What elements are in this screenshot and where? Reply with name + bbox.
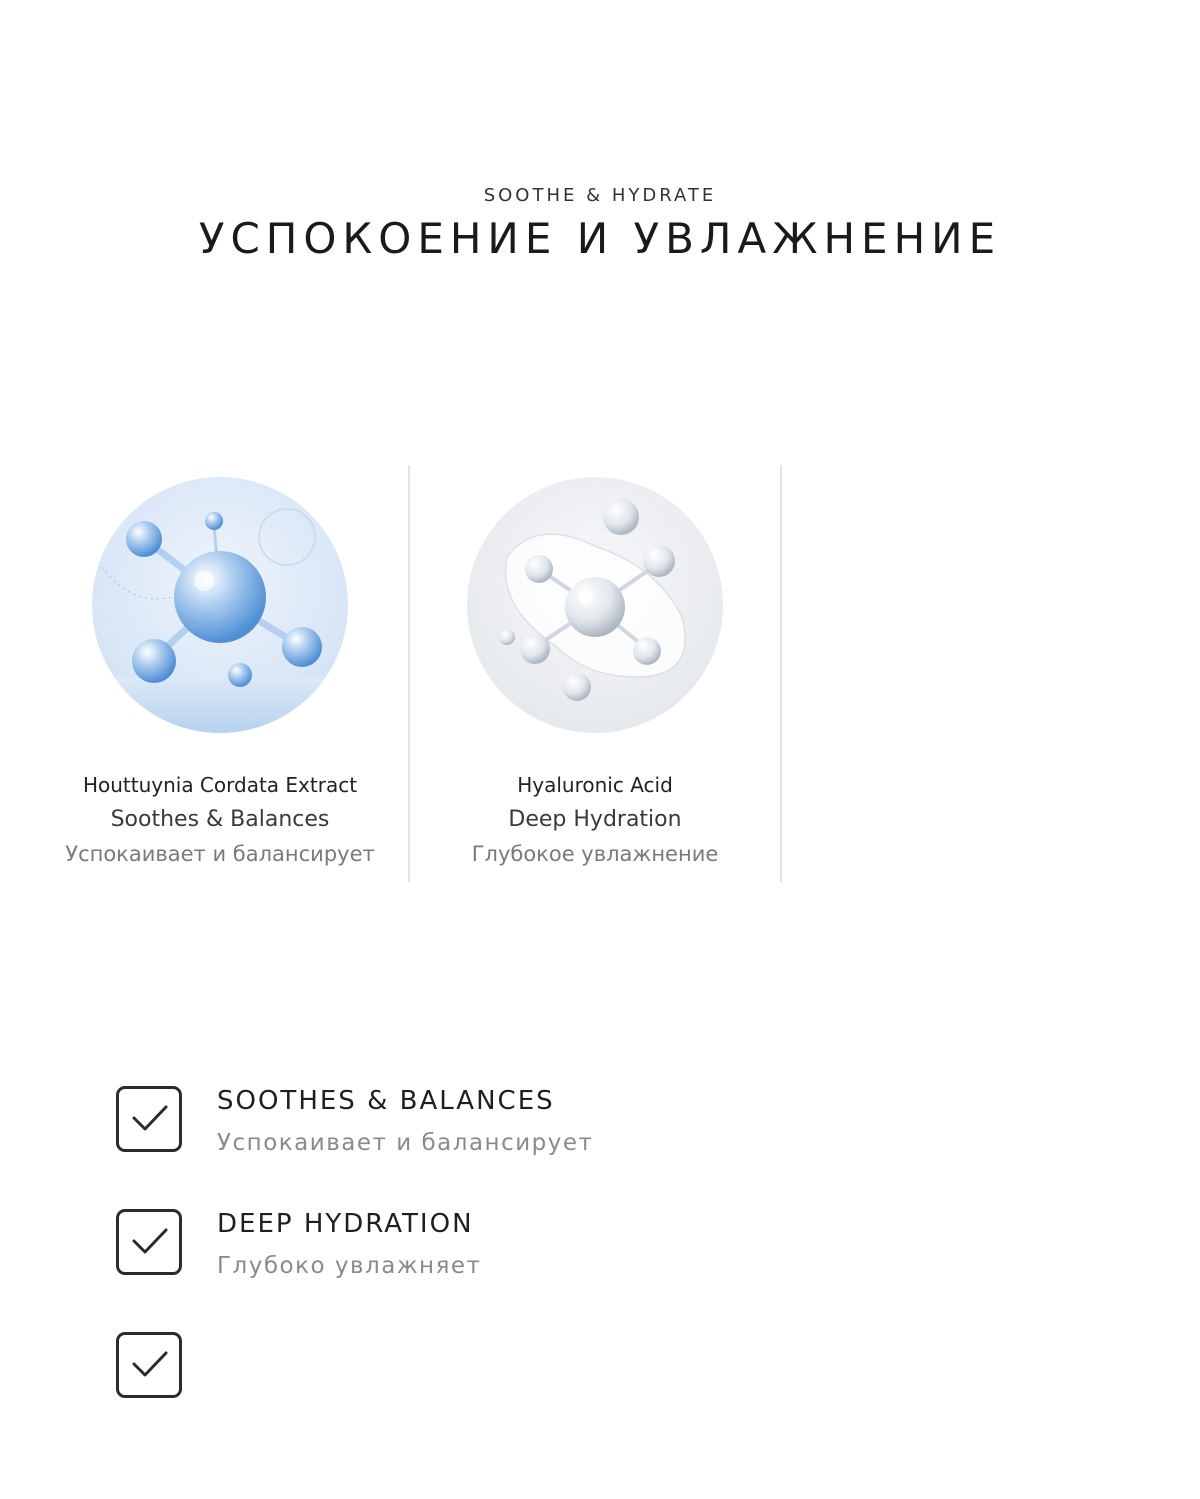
ingredient-card-houttuynia	[40, 477, 400, 866]
ingredient-name: Houttuynia Cordata Extract	[82, 773, 358, 797]
clear-molecule-icon	[467, 477, 723, 733]
ingredient-benefit-en: Deep Hydration	[508, 807, 682, 832]
benefit-title: DEEP HYDRATION	[217, 1209, 474, 1239]
blue-molecule-icon	[92, 477, 348, 733]
divider-right	[780, 465, 782, 882]
checkbox-icon	[116, 1086, 182, 1152]
page-title: УСПОКОЕНИЕ И УВЛАЖНЕНИЕ	[198, 214, 1002, 263]
ingredient-card-hyaluronic	[415, 477, 775, 866]
ingredient-benefit-en: Soothes & Balances	[110, 807, 330, 832]
benefit-title: SOOTHES & BALANCES	[217, 1086, 555, 1116]
ingredient-benefit-ru: Глубокое увлажнение	[471, 842, 719, 866]
divider-left	[408, 465, 410, 882]
checkbox-icon	[116, 1332, 182, 1398]
ingredient-name: Hyaluronic Acid	[517, 773, 673, 797]
ingredient-benefit-ru: Успокаивает и балансирует	[65, 842, 375, 866]
benefit-subtitle: Успокаивает и балансирует	[217, 1130, 594, 1156]
benefit-subtitle: Глубоко увлажняет	[217, 1253, 482, 1279]
header-kicker: SOOTHE & HYDRATE	[483, 185, 717, 206]
checkbox-icon	[116, 1209, 182, 1275]
